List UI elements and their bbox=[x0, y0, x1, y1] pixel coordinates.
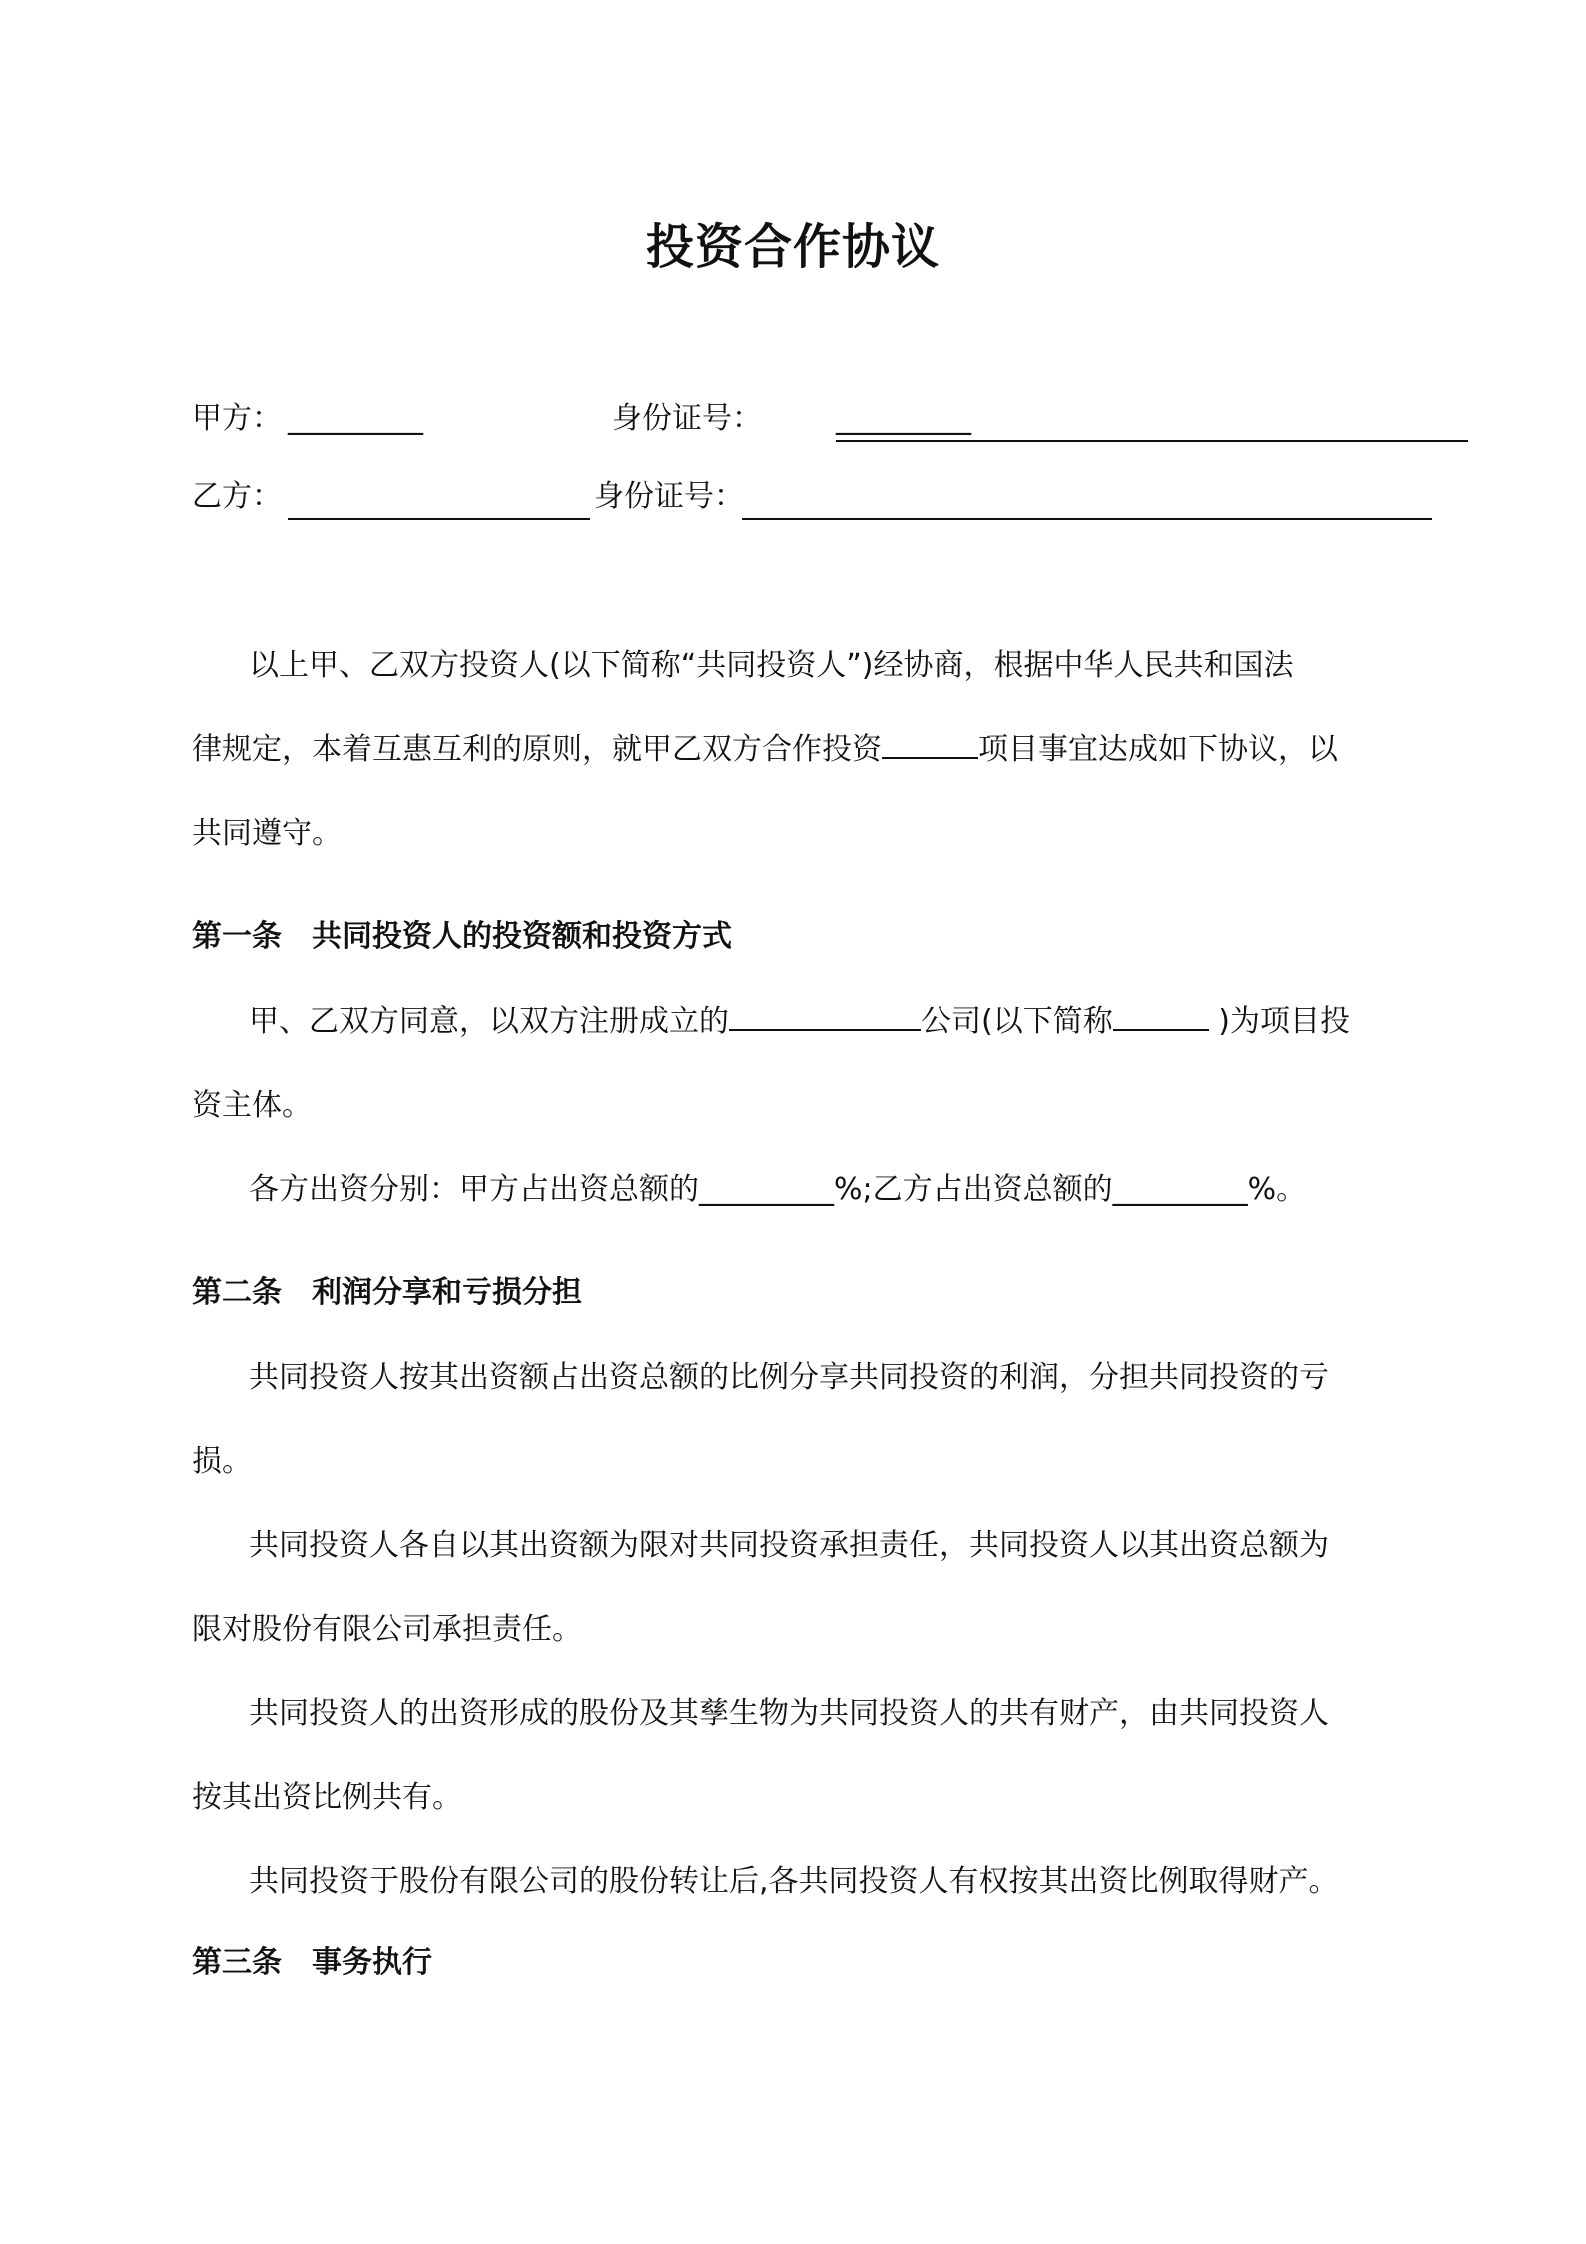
article-2-number: 第二条 bbox=[192, 1275, 282, 1310]
party-a-name-blank: _________ bbox=[288, 401, 423, 436]
party-b-id-label: 身份证号： bbox=[594, 479, 744, 514]
article-2-p1-line-1: 共同投资人按其出资额占出资总额的比例分享共同投资的利润，分担共同投资的亏 bbox=[249, 1360, 1329, 1395]
article-2-heading bbox=[192, 1268, 582, 1318]
party-b-id-underline bbox=[742, 518, 1432, 520]
party-b-line bbox=[192, 472, 1292, 522]
party-a-id-underline bbox=[836, 440, 1468, 442]
preamble-paragraph bbox=[192, 624, 1410, 876]
party-b-label: 乙方： bbox=[192, 479, 282, 514]
party-a-line bbox=[192, 394, 1292, 444]
party-b-name-underline bbox=[288, 518, 590, 520]
article-1-p1-text-b: 公司(以下简称 bbox=[921, 1004, 1113, 1039]
article-2-p3-line-2: 按其出资比例共有。 bbox=[192, 1780, 462, 1815]
project-name-blank bbox=[882, 727, 978, 759]
article-1-p1-line-1 bbox=[192, 980, 1410, 1064]
article-2-title: 利润分享和亏损分担 bbox=[312, 1275, 582, 1310]
article-2-paragraph-1 bbox=[192, 1336, 1410, 1504]
article-2-p4-line: 共同投资于股份有限公司的股份转让后,各共同投资人有权按其出资比例取得财产。 bbox=[249, 1864, 1339, 1899]
party-a-id-label: 身份证号： bbox=[612, 401, 762, 436]
article-2-paragraph-3 bbox=[192, 1672, 1410, 1840]
company-short-name-blank bbox=[1113, 999, 1209, 1031]
article-1-p2-line: 各方出资分别：甲方占出资总额的_________%;乙方占出资总额的_________%。 bbox=[249, 1172, 1307, 1207]
document-title: 投资合作协议 bbox=[645, 219, 940, 275]
article-3-number: 第三条 bbox=[192, 1945, 282, 1980]
article-2-paragraph-2 bbox=[192, 1504, 1410, 1672]
company-name-blank bbox=[729, 999, 921, 1031]
article-2-paragraph-4 bbox=[192, 1840, 1410, 1924]
article-1-paragraph-2 bbox=[192, 1148, 1410, 1232]
article-2-p2-line-2: 限对股份有限公司承担责任。 bbox=[192, 1612, 582, 1647]
party-a-label: 甲方： bbox=[192, 401, 282, 436]
article-1-heading bbox=[192, 912, 732, 962]
preamble-line-1: 以上甲、乙双方投资人(以下简称“共同投资人”)经协商，根据中华人民共和国法 bbox=[249, 648, 1294, 683]
party-a-id-blank: _________ bbox=[836, 401, 971, 436]
article-2-p1-line-2: 损。 bbox=[192, 1444, 252, 1479]
article-1-p1-text-a: 甲、乙双方同意，以双方注册成立的 bbox=[249, 1004, 729, 1039]
preamble-line-2 bbox=[192, 708, 1410, 792]
article-1-title: 共同投资人的投资额和投资方式 bbox=[312, 919, 732, 954]
article-1-number: 第一条 bbox=[192, 919, 282, 954]
preamble-line-2a: 律规定，本着互惠互利的原则，就甲乙双方合作投资 bbox=[192, 732, 882, 767]
preamble-line-3: 共同遵守。 bbox=[192, 816, 342, 851]
article-1-p1-line-2: 资主体。 bbox=[192, 1088, 312, 1123]
article-1-p1-text-c: )为项目投 bbox=[1208, 1004, 1350, 1039]
article-2-p2-line-1: 共同投资人各自以其出资额为限对共同投资承担责任，共同投资人以其出资总额为 bbox=[249, 1528, 1329, 1563]
preamble-line-2b: 项目事宜达成如下协议，以 bbox=[978, 732, 1338, 767]
article-3-heading bbox=[192, 1938, 432, 1988]
article-2-p3-line-1: 共同投资人的出资形成的股份及其孳生物为共同投资人的共有财产，由共同投资人 bbox=[249, 1696, 1329, 1731]
article-1-paragraph-1 bbox=[192, 980, 1410, 1148]
article-3-title: 事务执行 bbox=[312, 1945, 432, 1980]
